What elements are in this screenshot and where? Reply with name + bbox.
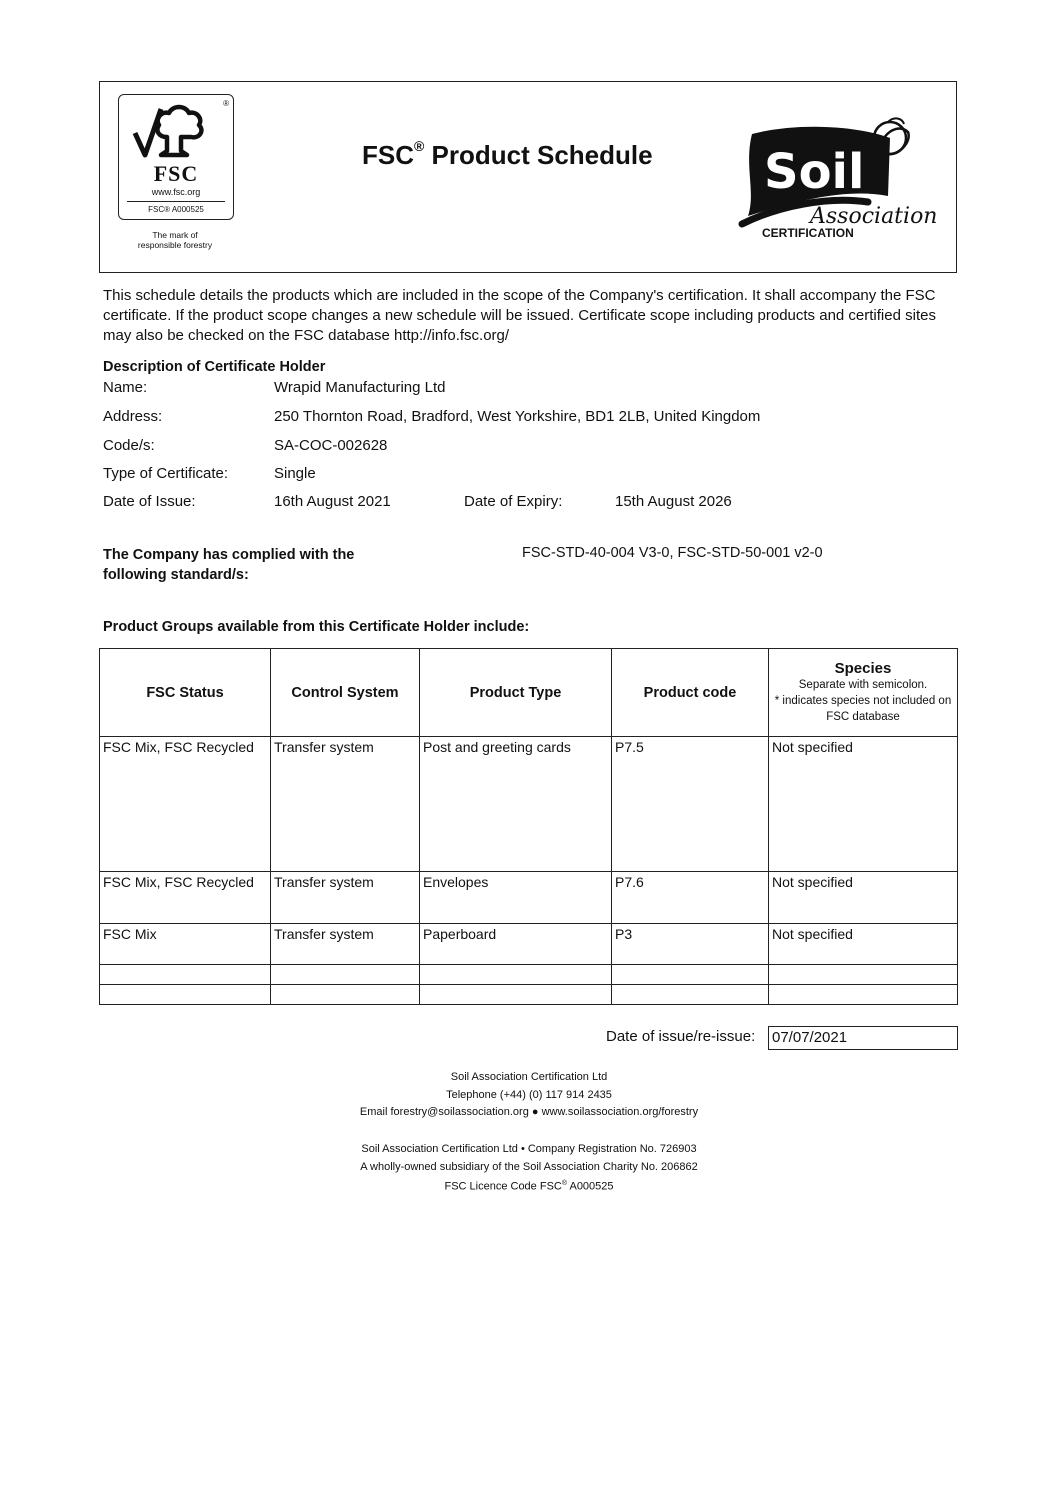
certificate-type-value: Single bbox=[274, 465, 316, 482]
cell-code: P7.5 bbox=[612, 737, 769, 872]
empty-table-row bbox=[100, 985, 958, 1005]
name-label: Name: bbox=[103, 379, 148, 396]
header-product-code: Product code bbox=[612, 649, 769, 737]
reissue-value: 07/07/2021 bbox=[768, 1026, 958, 1050]
codes-label: Code/s: bbox=[103, 437, 155, 454]
certificate-type-label: Type of Certificate: bbox=[103, 465, 229, 482]
fsc-logo-divider bbox=[127, 201, 225, 202]
empty-table-row bbox=[100, 965, 958, 985]
footer-email: Email forestry@soilassociation.org ● www.soilassociation.org/forestry bbox=[359, 1106, 699, 1118]
footer-company: Soil Association Certification Ltd bbox=[450, 1071, 608, 1083]
fsc-website: www.fsc.org bbox=[151, 187, 201, 197]
fsc-tagline-line2: responsible forestry bbox=[137, 240, 213, 250]
footer-licence-reg: ® bbox=[561, 1180, 568, 1187]
table-row bbox=[100, 737, 958, 872]
species-note-2: * indicates species not included on FSC database bbox=[774, 695, 952, 723]
cell-type: Paperboard bbox=[420, 924, 612, 965]
cell-control: Transfer system bbox=[271, 924, 420, 965]
issue-date-value: 16th August 2021 bbox=[274, 493, 391, 510]
standards-label-line1: The Company has complied with the bbox=[103, 547, 355, 563]
fsc-brand-text: FSC bbox=[153, 161, 199, 186]
cell-control: Transfer system bbox=[271, 737, 420, 872]
standards-label bbox=[103, 545, 403, 585]
cell-species: Not specified bbox=[769, 872, 958, 924]
issue-date-label: Date of Issue: bbox=[103, 493, 196, 510]
products-section-title: Product Groups available from this Certificate Holder include: bbox=[103, 619, 530, 635]
products-table bbox=[99, 648, 958, 1005]
title-registered: ® bbox=[414, 138, 425, 154]
standards-value: FSC-STD-40-004 V3-0, FSC-STD-50-001 v2-0 bbox=[522, 545, 823, 561]
cell-species: Not specified bbox=[769, 924, 958, 965]
cell-code: P7.6 bbox=[612, 872, 769, 924]
fsc-registered-mark: ® bbox=[223, 99, 229, 108]
cell-status: FSC Mix bbox=[100, 924, 271, 965]
species-note-1: Separate with semicolon. bbox=[798, 679, 928, 691]
fsc-tree-check-icon bbox=[131, 103, 221, 163]
soil-logo-word: Soil bbox=[764, 144, 865, 200]
fsc-logo bbox=[118, 94, 234, 220]
footer-licence-pre: FSC Licence Code FSC bbox=[444, 1180, 562, 1193]
fsc-tagline bbox=[110, 230, 240, 250]
fsc-tagline-line1: The mark of bbox=[152, 230, 198, 240]
species-title: Species bbox=[834, 660, 892, 677]
cell-code: P3 bbox=[612, 924, 769, 965]
header-product-type: Product Type bbox=[420, 649, 612, 737]
address-value: 250 Thornton Road, Bradford, West Yorkshire, BD1 2LB, United Kingdom bbox=[274, 408, 761, 425]
footer-licence-post: A000525 bbox=[567, 1180, 614, 1193]
cell-status: FSC Mix, FSC Recycled bbox=[100, 872, 271, 924]
table-row bbox=[100, 872, 958, 924]
expiry-date-label: Date of Expiry: bbox=[464, 493, 563, 510]
soil-certification-text: CERTIFICATION bbox=[762, 226, 854, 240]
cell-control: Transfer system bbox=[271, 872, 420, 924]
cell-type: Post and greeting cards bbox=[420, 737, 612, 872]
footer-registration: Soil Association Certification Ltd • Company Registration No. 726903 bbox=[361, 1143, 697, 1155]
fsc-licence-code: FSC® A000525 bbox=[148, 205, 204, 214]
title-rest: Product Schedule bbox=[424, 140, 653, 170]
name-value: Wrapid Manufacturing Ltd bbox=[274, 379, 446, 396]
soil-association-script: Association bbox=[810, 204, 938, 229]
address-label: Address: bbox=[103, 408, 163, 425]
cell-species: Not specified bbox=[769, 737, 958, 872]
footer-telephone: Telephone (+44) (0) 117 914 2435 bbox=[446, 1089, 612, 1101]
header-fsc-status: FSC Status bbox=[100, 649, 271, 737]
expiry-date-value: 15th August 2026 bbox=[615, 493, 732, 510]
page-title bbox=[362, 140, 653, 171]
header-control-system: Control System bbox=[271, 649, 420, 737]
footer-subsidiary: A wholly-owned subsidiary of the Soil Association Charity No. 206862 bbox=[360, 1161, 698, 1173]
intro-paragraph: This schedule details the products which are included in the scope of the Company's certification. It shall accompany the FSC certificate. If the product scope changes a new schedule will be issued. Certificate scope including products and certified sites may also be checked on the FSC database http://info.fsc.org/ bbox=[103, 287, 936, 344]
standards-label-line2: following standard/s: bbox=[103, 567, 249, 583]
codes-value: SA-COC-002628 bbox=[274, 437, 388, 454]
table-row bbox=[100, 924, 958, 965]
cell-status: FSC Mix, FSC Recycled bbox=[100, 737, 271, 872]
holder-section-title: Description of Certificate Holder bbox=[103, 359, 326, 375]
cell-type: Envelopes bbox=[420, 872, 612, 924]
table-header-row bbox=[100, 649, 958, 737]
footer-licence bbox=[0, 1180, 1058, 1193]
title-fsc: FSC bbox=[362, 140, 414, 170]
header-species bbox=[769, 649, 958, 737]
reissue-label: Date of issue/re-issue: bbox=[606, 1028, 756, 1045]
